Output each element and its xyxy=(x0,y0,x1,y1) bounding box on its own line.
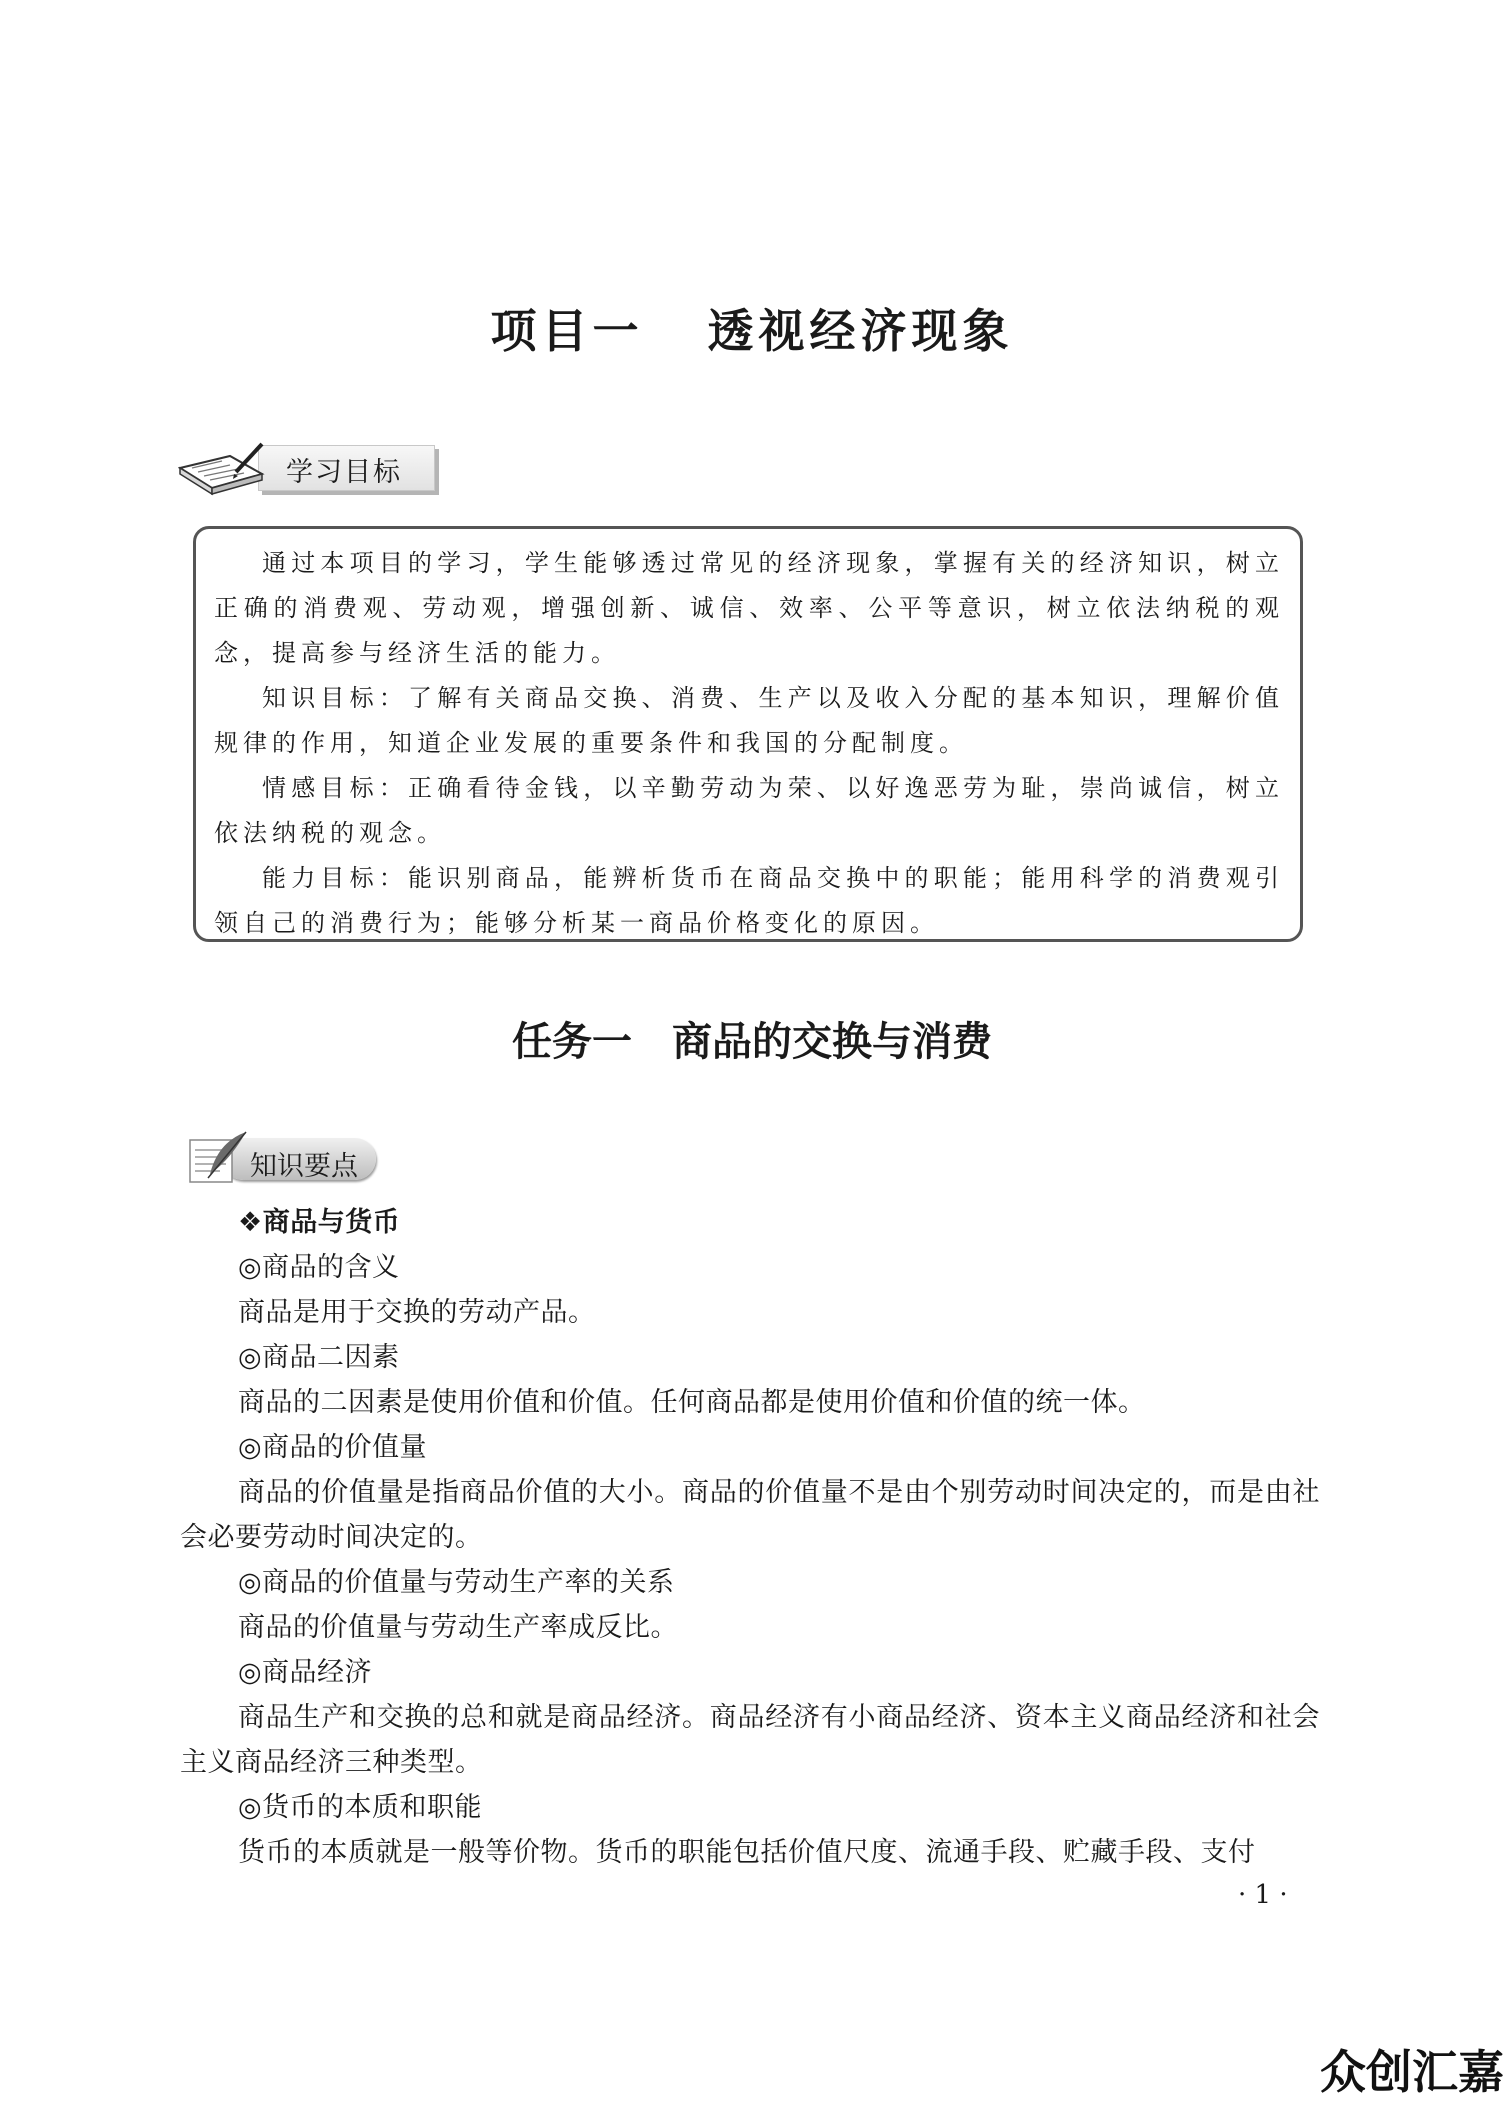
knowledge-points-label: 知识要点 xyxy=(250,1151,358,1182)
task-title-sub: 商品的交换与消费 xyxy=(672,1018,992,1065)
project-title-main: 项目一 xyxy=(490,304,644,358)
task-title xyxy=(0,1010,1504,1067)
item-heading: ◎商品的价值量 xyxy=(238,1432,428,1463)
item-heading: ◎货币的本质和职能 xyxy=(238,1792,483,1823)
item-text: 商品的价值量与劳动生产率成反比。 xyxy=(238,1612,678,1643)
task-title-main: 任务一 xyxy=(512,1018,632,1065)
goal-emotion: 情感目标：正确看待金钱，以辛勤劳动为荣、以好逸恶劳为耻，崇尚诚信，树立依法纳税的观念。 xyxy=(214,774,1284,847)
learning-goals-box xyxy=(193,526,1303,942)
goal-ability: 能力目标：能识别商品，能辨析货币在商品交换中的职能；能用科学的消费观引领自己的消费行为；能够分析某一商品价格变化的原因。 xyxy=(214,864,1284,937)
item-heading: ◎商品二因素 xyxy=(238,1342,400,1373)
page-number: · 1 · xyxy=(1238,1880,1288,1910)
goal-intro: 通过本项目的学习，学生能够透过常见的经济现象，掌握有关的经济知识，树立正确的消费观、劳动观，增强创新、诚信、效率、公平等意识，树立依法纳税的观念，提高参与经济生活的能力。 xyxy=(214,549,1284,667)
knowledge-content xyxy=(180,1200,1320,1875)
item-text: 商品的二因素是使用价值和价值。任何商品都是使用价值和价值的统一体。 xyxy=(238,1387,1146,1418)
note-feather-icon xyxy=(186,1130,252,1188)
learning-goals-label: 学习目标 xyxy=(286,457,402,488)
item-heading: ◎商品的价值量与劳动生产率的关系 xyxy=(238,1567,675,1598)
knowledge-points-header xyxy=(186,1130,396,1188)
item-heading: ◎商品经济 xyxy=(238,1657,373,1688)
section-commodity-money: ❖商品与货币 xyxy=(238,1207,401,1238)
item-text: 货币的本质就是一般等价物。货币的职能包括价值尺度、流通手段、贮藏手段、支付 xyxy=(238,1837,1256,1868)
item-text: 商品的价值量是指商品价值的大小。商品的价值量不是由个别劳动时间决定的，而是由社会必要劳动时间决定的。 xyxy=(180,1477,1320,1553)
watermark-logo: 众创汇嘉 xyxy=(1320,2045,1504,2099)
goal-knowledge: 知识目标：了解有关商品交换、消费、生产以及收入分配的基本知识，理解价值规律的作用，知道企业发展的重要条件和我国的分配制度。 xyxy=(214,684,1284,757)
item-text: 商品生产和交换的总和就是商品经济。商品经济有小商品经济、资本主义商品经济和社会主义商品经济三种类型。 xyxy=(180,1702,1320,1778)
notebook-pen-icon xyxy=(178,440,268,500)
item-text: 商品是用于交换的劳动产品。 xyxy=(238,1297,596,1328)
item-heading: ◎商品的含义 xyxy=(238,1252,400,1283)
project-title xyxy=(0,295,1504,361)
project-title-sub: 透视经济现象 xyxy=(707,304,1014,358)
learning-goals-header xyxy=(178,440,448,500)
